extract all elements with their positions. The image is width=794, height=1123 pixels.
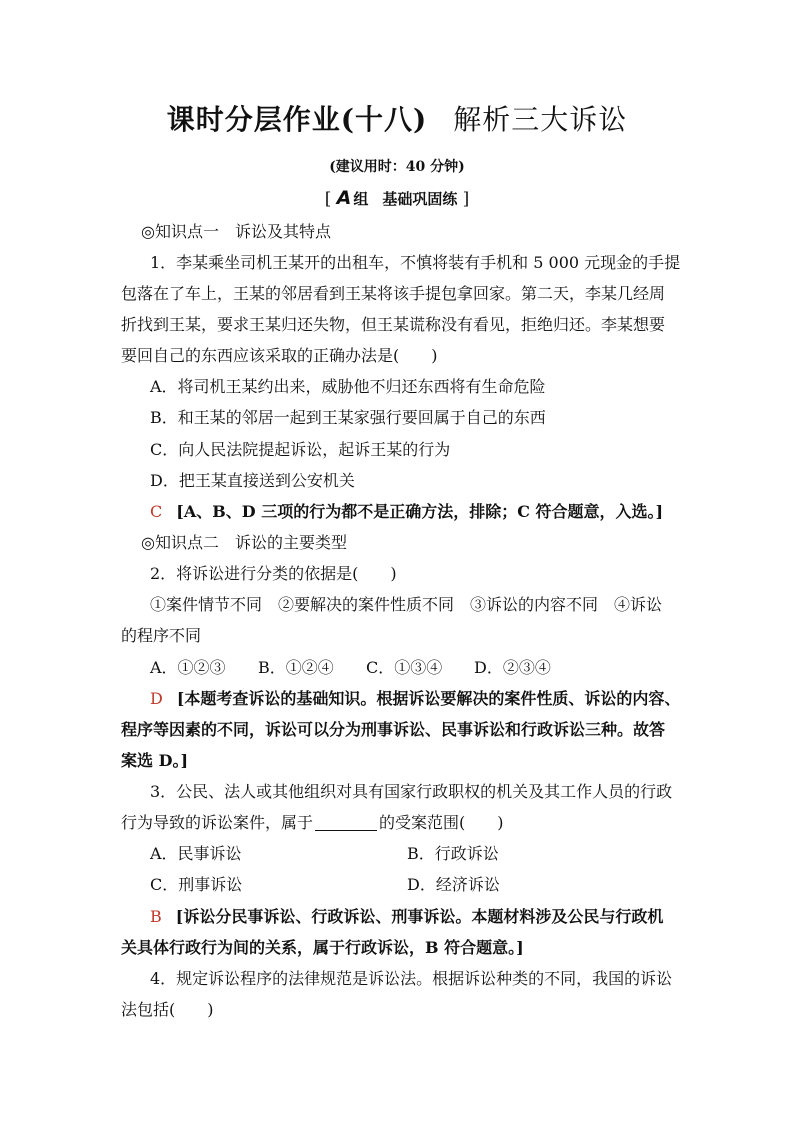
q3-options-row-1 <box>150 844 499 864</box>
q1-answer <box>150 502 663 522</box>
q3-option-d: D．经济诉讼 <box>407 875 500 894</box>
q2-options <box>150 658 551 678</box>
q3-stem-after-blank: 的受案范围( ) <box>379 813 504 832</box>
q1-stem-line-4: 要回自己的东西应该采取的正确办法是( ) <box>121 346 438 365</box>
q3-stem-line-1: 3．公民、法人或其他组织对具有国家行政职权的机关及其工作人员的行政 <box>150 782 673 801</box>
time-hint: (建议用时：40 分钟) <box>329 159 465 175</box>
q2-option-d: D．②③④ <box>474 658 551 677</box>
q3-options-row-2 <box>150 875 500 895</box>
q3-option-c: C．刑事诉讼 <box>150 875 243 894</box>
q3-stem-line-2 <box>121 813 504 833</box>
q3-option-b: B．行政诉讼 <box>407 844 499 863</box>
q2-option-a: A．①②③ <box>150 658 226 677</box>
q3-option-a: A．民事诉讼 <box>150 844 242 863</box>
title-main: 课时分层作业(十八) <box>166 103 428 136</box>
q2-answer-line-1 <box>150 689 680 709</box>
q2-items-line-2: 的程序不同 <box>121 626 202 645</box>
group-bracket-right: ] <box>462 189 470 209</box>
q1-option-c: C．向人民法院提起诉讼，起诉王某的行为 <box>150 440 451 459</box>
q1-option-a: A．将司机王某约出来，威胁他不归还东西将有生命危险 <box>150 377 546 396</box>
q4-stem-line-1: 4．规定诉讼程序的法律规范是诉讼法。根据诉讼种类的不同，我国的诉讼 <box>150 969 673 988</box>
q2-answer-line-2: 程序等因素的不同，诉讼可以分为刑事诉讼、民事诉讼和行政诉讼三种。故答 <box>121 720 666 739</box>
knowledge-point-1: ◎知识点一 诉讼及其特点 <box>141 222 331 241</box>
q1-stem-line-2: 包落在了车上，王某的邻居看到王某将该手提包拿回家。第二天，李某几经周 <box>121 284 666 303</box>
q2-answer-line-3: 案选 D。] <box>121 751 189 770</box>
q2-answer-letter: D <box>150 689 163 708</box>
group-heading <box>0 187 794 209</box>
group-name: 基础巩固练 <box>382 190 458 208</box>
q2-items-line-1: ①案件情节不同 ②要解决的案件性质不同 ③诉讼的内容不同 ④诉讼 <box>150 595 663 614</box>
q2-option-b: B．①②④ <box>258 658 334 677</box>
group-label: 组 <box>353 190 369 208</box>
knowledge-point-2: ◎知识点二 诉讼的主要类型 <box>141 533 347 552</box>
group-letter: A <box>336 187 352 209</box>
q2-stem: 2．将诉讼进行分类的依据是( ) <box>150 564 397 583</box>
q3-blank <box>315 814 377 831</box>
q1-option-d: D．把王某直接送到公安机关 <box>150 471 355 490</box>
q3-answer-line-1 <box>150 907 663 927</box>
q2-option-c: C．①③④ <box>366 658 443 677</box>
group-bracket-left: [ <box>324 189 332 209</box>
q1-stem-line-3: 折找到王某，要求王某归还失物，但王某谎称没有看见，拒绝归还。李某想要 <box>121 315 666 334</box>
q3-answer-line-2: 关具体行政行为间的关系，属于行政诉讼，B 符合题意。] <box>121 938 524 957</box>
q1-stem-line-1: 1．李某乘坐司机王某开的出租车，不慎将装有手机和 5 000 元现金的手提 <box>150 253 681 272</box>
q1-option-b: B．和王某的邻居一起到王某家强行要回属于自己的东西 <box>150 408 546 427</box>
title-subtitle: 解析三大诉讼 <box>453 103 628 136</box>
q4-stem-line-2: 法包括( ) <box>121 1000 214 1019</box>
q2-answer-text-1: [本题考查诉讼的基础知识。根据诉讼要解决的案件性质、诉讼的内容、 <box>176 689 681 708</box>
page-title <box>0 98 794 138</box>
q3-answer-text-1: [诉讼分民事诉讼、行政诉讼、刑事诉讼。本题材料涉及公民与行政机 <box>175 907 664 926</box>
q1-answer-letter: C <box>150 502 163 521</box>
q3-stem-before-blank: 行为导致的诉讼案件，属于 <box>121 813 314 832</box>
q3-answer-letter: B <box>150 907 162 926</box>
q1-answer-explanation: [A、B、D 三项的行为都不是正确方法，排除；C 符合题意，入选。] <box>176 502 664 521</box>
